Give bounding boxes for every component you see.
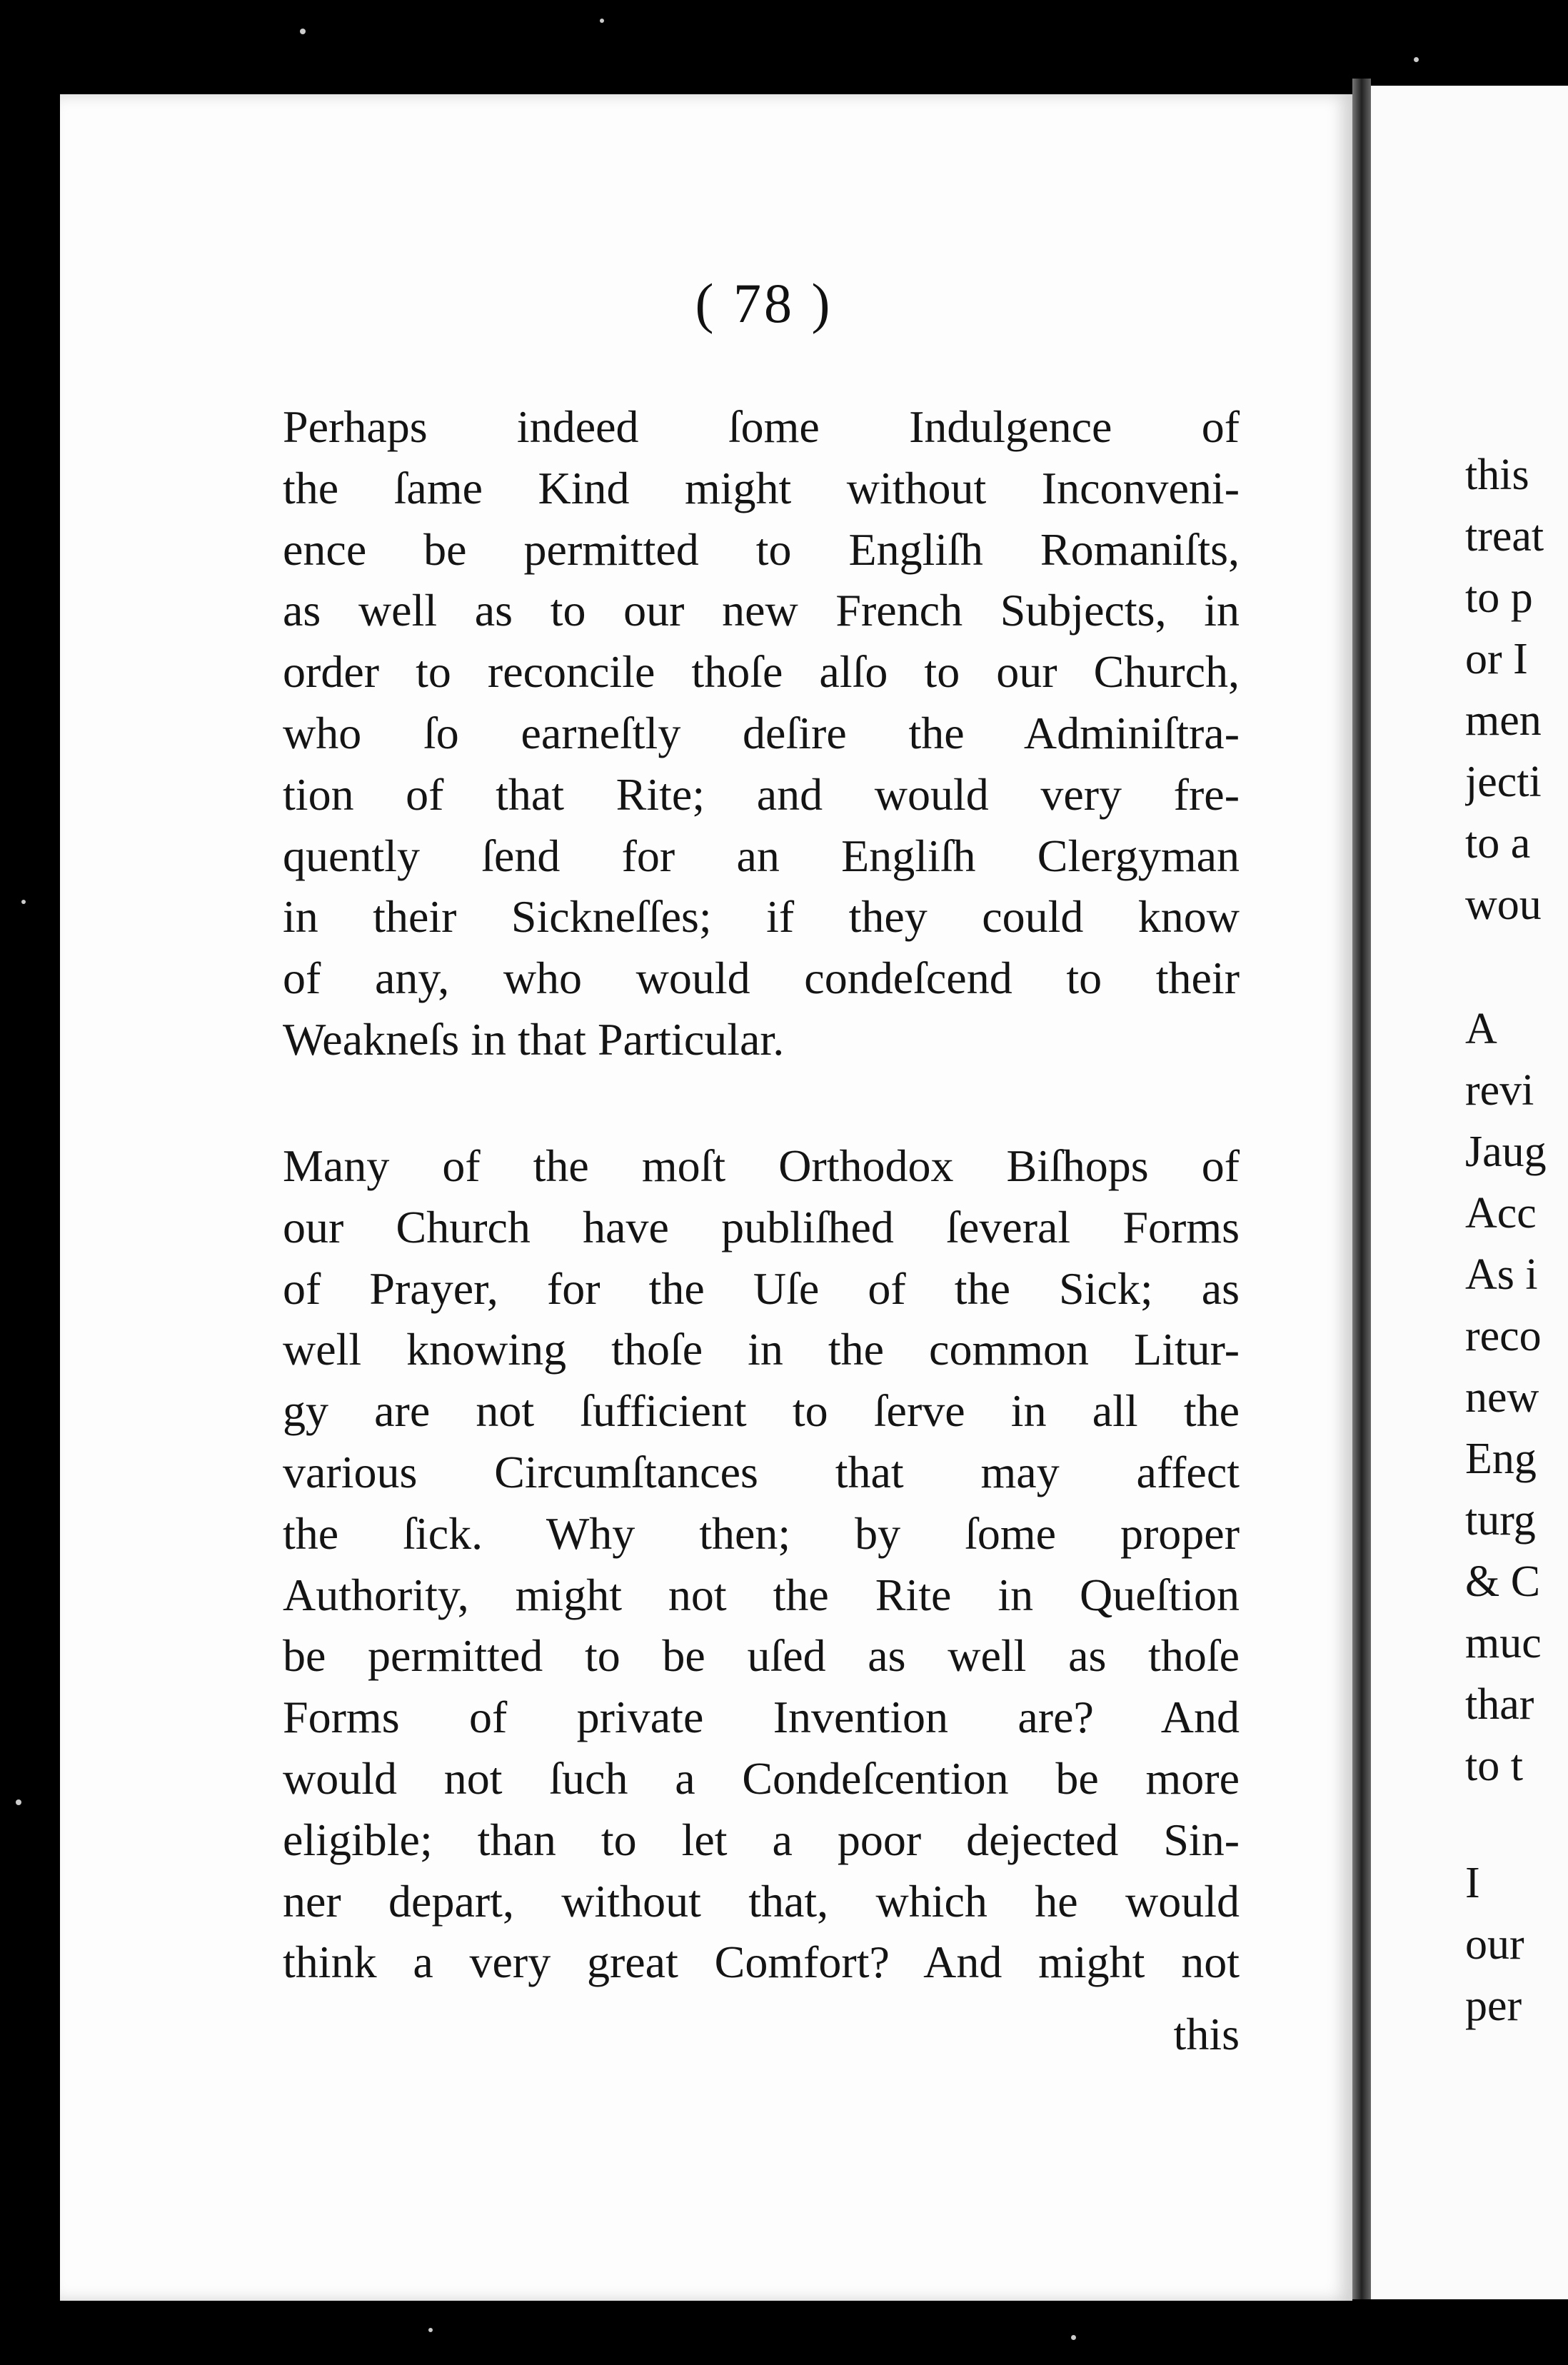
text-line: new: [1465, 1373, 1539, 1422]
text-line: order to reconcile thoſe alſo to our Church,: [283, 646, 1240, 698]
text-line: jecti: [1465, 758, 1542, 806]
text-line: Perhaps indeed ſome Indulgence of: [283, 401, 1240, 452]
paragraph-1: [283, 396, 1240, 1070]
text-line: & C: [1465, 1557, 1541, 1606]
right-page-paragraph-2: [1465, 998, 1568, 1797]
paragraph-2: [283, 1135, 1240, 1993]
text-line: thar: [1465, 1680, 1534, 1729]
text-line: per: [1465, 1982, 1522, 2030]
text-line: tion of that Rite; and would very fre-: [283, 768, 1240, 820]
text-line: Eng: [1465, 1435, 1537, 1483]
text-line: to t: [1465, 1742, 1523, 1790]
page-number: ( 78 ): [695, 272, 833, 334]
background-speck: [600, 19, 604, 23]
background-speck: [16, 1799, 21, 1805]
text-line: the ſame Kind might without Inconveni-: [283, 462, 1240, 513]
text-line: of Prayer, for the Uſe of the Sick; as: [283, 1262, 1240, 1314]
background-speck: [1071, 2335, 1076, 2340]
text-line: Many of the moſt Orthodox Biſhops of: [283, 1140, 1240, 1191]
text-line: ence be permitted to Engliſh Romaniſts,: [283, 523, 1240, 575]
text-line: turg: [1465, 1496, 1536, 1545]
text-line: who ſo earneſtly deſire the Adminiſtra-: [283, 707, 1240, 758]
right-page-paragraph-1: [1465, 444, 1568, 935]
text-line: men: [1465, 696, 1542, 745]
text-line: revi: [1465, 1066, 1534, 1115]
text-line: to a: [1465, 819, 1531, 868]
background-speck: [428, 2328, 433, 2332]
catchword: this: [1173, 2009, 1240, 2059]
right-page-paragraph-3: [1465, 1852, 1568, 2037]
text-line: treat: [1465, 512, 1544, 561]
text-line: our: [1465, 1920, 1524, 1969]
text-line: Acc: [1465, 1189, 1537, 1237]
text-line: A: [1465, 1005, 1497, 1053]
text-line: well knowing thoſe in the common Litur-: [283, 1324, 1240, 1375]
text-line: muc: [1465, 1619, 1542, 1667]
text-line: would not ſuch a Condeſcention be more: [283, 1752, 1240, 1804]
background-speck: [1414, 57, 1419, 62]
text-line: Jaug: [1465, 1128, 1547, 1176]
text-line: or I: [1465, 635, 1528, 683]
text-line: wou: [1465, 880, 1542, 929]
text-line: be permitted to be uſed as well as thoſe: [283, 1630, 1240, 1682]
text-line: reco: [1465, 1312, 1542, 1360]
text-line: Forms of private Invention are? And: [283, 1692, 1240, 1743]
background-speck: [300, 29, 306, 34]
text-line: the ſick. Why then; by ſome proper: [283, 1507, 1240, 1559]
text-line: our Church have publiſhed ſeveral Forms: [283, 1201, 1240, 1252]
text-line: to p: [1465, 573, 1533, 622]
text-line: this: [1465, 451, 1529, 499]
text-line: of any, who would condeſcend to their: [283, 953, 1240, 1004]
text-line: quently ſend for an Engliſh Clergyman: [283, 830, 1240, 881]
text-line: gy are not ſufficient to ſerve in all the: [283, 1385, 1240, 1437]
text-line: in their Sickneſſes; if they could know: [283, 891, 1240, 943]
text-line: Weakneſs in that Particular.: [283, 1013, 785, 1065]
text-line: various Circumſtances that may affect: [283, 1446, 1240, 1497]
background-speck: [21, 900, 26, 904]
text-line: ner depart, without that, which he would: [283, 1875, 1240, 1927]
text-line: I: [1465, 1859, 1480, 1907]
text-line: think a very great Comfort? And might not: [283, 1937, 1240, 1988]
text-line: Authority, might not the Rite in Queſtion: [283, 1569, 1240, 1620]
book-gutter: [1352, 79, 1371, 2299]
text-line: eligible; than to let a poor dejected Sin-: [283, 1814, 1240, 1865]
text-line: as well as to our new French Subjects, in: [283, 585, 1240, 636]
text-line: As i: [1465, 1250, 1538, 1299]
